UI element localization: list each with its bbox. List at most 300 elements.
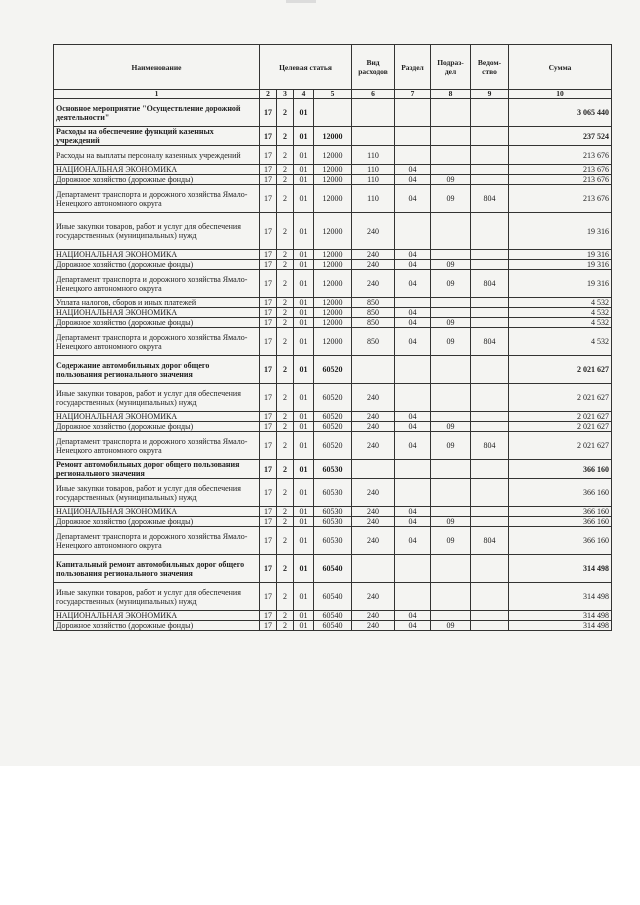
table-row [54,422,612,432]
header-dept: Ведом-ство [471,45,509,90]
cell-section: 04 [395,611,431,621]
table-row [54,479,612,507]
table-row [54,165,612,175]
cell-subsection: 09 [431,260,471,270]
cell-direction: 12000 [314,298,352,308]
cell-program: 17 [260,479,277,507]
cell-direction: 12000 [314,308,352,318]
cell-dept [471,146,509,165]
cell-subsection: 09 [431,432,471,460]
cell-dept [471,621,509,631]
cell-section: 04 [395,250,431,260]
colnum: 3 [277,90,294,99]
cell-section [395,213,431,250]
cell-subprogram: 2 [277,260,294,270]
cell-subsection [431,165,471,175]
cell-expense-type: 240 [352,260,395,270]
table-row [54,328,612,356]
cell-expense-type: 240 [352,507,395,517]
cell-name: Дорожное хозяйство (дорожные фонды) [54,621,260,631]
cell-expense-type: 110 [352,146,395,165]
cell-measure: 01 [294,127,314,146]
budget-table [53,44,612,631]
cell-name: Дорожное хозяйство (дорожные фонды) [54,517,260,527]
cell-subprogram: 2 [277,621,294,631]
cell-expense-type [352,99,395,127]
cell-subprogram: 2 [277,356,294,384]
cell-name: Департамент транспорта и дорожного хозяйства Ямало-Ненецкого автономного округа [54,432,260,460]
cell-sum: 366 160 [509,507,612,517]
header-section: Раздел [395,45,431,90]
cell-direction: 12000 [314,165,352,175]
cell-dept: 804 [471,185,509,213]
cell-subprogram: 2 [277,213,294,250]
cell-subprogram: 2 [277,328,294,356]
cell-section: 04 [395,185,431,213]
cell-direction: 12000 [314,185,352,213]
cell-measure: 01 [294,318,314,328]
table-row [54,384,612,412]
cell-expense-type: 850 [352,298,395,308]
cell-subprogram: 2 [277,298,294,308]
cell-expense-type: 240 [352,432,395,460]
cell-section: 04 [395,517,431,527]
cell-section [395,555,431,583]
cell-subsection [431,460,471,479]
cell-sum: 4 532 [509,328,612,356]
cell-section: 04 [395,270,431,298]
cell-dept [471,165,509,175]
cell-dept [471,422,509,432]
colnum: 5 [314,90,352,99]
cell-expense-type: 110 [352,185,395,213]
cell-subsection: 09 [431,175,471,185]
cell-sum: 366 160 [509,517,612,527]
cell-sum: 2 021 627 [509,432,612,460]
cell-sum: 366 160 [509,460,612,479]
header-name: Наименование [54,45,260,90]
cell-sum: 19 316 [509,213,612,250]
table-body [54,99,612,631]
cell-program: 17 [260,412,277,422]
cell-sum: 19 316 [509,250,612,260]
cell-measure: 01 [294,165,314,175]
cell-measure: 01 [294,479,314,507]
cell-dept [471,356,509,384]
cell-subsection: 09 [431,185,471,213]
cell-dept [471,460,509,479]
cell-program: 17 [260,318,277,328]
cell-expense-type: 110 [352,175,395,185]
cell-sum: 314 498 [509,555,612,583]
cell-program: 17 [260,308,277,318]
cell-name: Ремонт автомобильных дорог общего пользования регионального значения [54,460,260,479]
cell-subsection: 09 [431,328,471,356]
cell-subprogram: 2 [277,165,294,175]
colnum: 1 [54,90,260,99]
cell-dept [471,412,509,422]
cell-expense-type: 240 [352,213,395,250]
cell-direction: 60520 [314,384,352,412]
cell-subprogram: 2 [277,185,294,213]
cell-dept [471,318,509,328]
table-row [54,460,612,479]
cell-subprogram: 2 [277,250,294,260]
cell-measure: 01 [294,412,314,422]
colnum: 6 [352,90,395,99]
colnum: 7 [395,90,431,99]
cell-measure: 01 [294,422,314,432]
cell-direction: 60520 [314,432,352,460]
cell-program: 17 [260,250,277,260]
table-row [54,127,612,146]
cell-program: 17 [260,507,277,517]
table-row [54,250,612,260]
cell-dept [471,308,509,318]
cell-sum: 213 676 [509,146,612,165]
cell-expense-type: 850 [352,308,395,318]
table-row [54,99,612,127]
colnum: 4 [294,90,314,99]
header-subsection: Подраз-дел [431,45,471,90]
cell-expense-type: 110 [352,165,395,175]
cell-name: Иные закупки товаров, работ и услуг для обеспечения государственных (муниципальных) нужд [54,213,260,250]
cell-subprogram: 2 [277,460,294,479]
cell-sum: 314 498 [509,621,612,631]
cell-subprogram: 2 [277,611,294,621]
cell-dept [471,213,509,250]
table-row [54,270,612,298]
cell-name: НАЦИОНАЛЬНАЯ ЭКОНОМИКА [54,308,260,318]
cell-subprogram: 2 [277,432,294,460]
table-row [54,213,612,250]
cell-section [395,99,431,127]
cell-dept [471,583,509,611]
cell-section: 04 [395,621,431,631]
cell-measure: 01 [294,185,314,213]
cell-section: 04 [395,308,431,318]
cell-expense-type: 240 [352,422,395,432]
cell-subprogram: 2 [277,479,294,507]
cell-subprogram: 2 [277,175,294,185]
cell-dept [471,250,509,260]
cell-section: 04 [395,432,431,460]
cell-subprogram: 2 [277,146,294,165]
cell-expense-type: 240 [352,611,395,621]
table-row [54,517,612,527]
cell-subprogram: 2 [277,583,294,611]
table-row [54,555,612,583]
cell-section: 04 [395,260,431,270]
cell-subprogram: 2 [277,555,294,583]
cell-sum: 2 021 627 [509,384,612,412]
table-row [54,185,612,213]
cell-expense-type: 240 [352,412,395,422]
cell-subsection [431,583,471,611]
cell-name: НАЦИОНАЛЬНАЯ ЭКОНОМИКА [54,507,260,517]
cell-expense-type: 240 [352,583,395,611]
cell-expense-type: 240 [352,621,395,631]
cell-sum: 213 676 [509,165,612,175]
cell-measure: 01 [294,250,314,260]
cell-subprogram: 2 [277,99,294,127]
cell-sum: 3 065 440 [509,99,612,127]
cell-sum: 19 316 [509,270,612,298]
cell-name: НАЦИОНАЛЬНАЯ ЭКОНОМИКА [54,412,260,422]
cell-dept [471,298,509,308]
cell-subprogram: 2 [277,422,294,432]
cell-measure: 01 [294,356,314,384]
cell-sum: 237 524 [509,127,612,146]
cell-sum: 2 021 627 [509,422,612,432]
cell-direction: 12000 [314,213,352,250]
cell-subprogram: 2 [277,384,294,412]
cell-expense-type [352,356,395,384]
cell-section [395,356,431,384]
cell-section [395,384,431,412]
cell-subprogram: 2 [277,308,294,318]
cell-program: 17 [260,270,277,298]
cell-dept [471,555,509,583]
table-row [54,356,612,384]
header-row [54,45,612,90]
cell-subprogram: 2 [277,270,294,298]
cell-subsection [431,146,471,165]
table-row [54,260,612,270]
cell-subprogram: 2 [277,412,294,422]
cell-subsection: 09 [431,422,471,432]
cell-direction: 12000 [314,127,352,146]
cell-measure: 01 [294,507,314,517]
cell-name: Дорожное хозяйство (дорожные фонды) [54,175,260,185]
cell-sum: 314 498 [509,611,612,621]
cell-subsection [431,250,471,260]
cell-measure: 01 [294,99,314,127]
cell-direction: 60530 [314,517,352,527]
table-row [54,527,612,555]
cell-subsection [431,213,471,250]
cell-name: Дорожное хозяйство (дорожные фонды) [54,318,260,328]
table-row [54,308,612,318]
cell-dept [471,384,509,412]
cell-direction: 60520 [314,356,352,384]
cell-direction: 12000 [314,146,352,165]
cell-direction: 60520 [314,412,352,422]
cell-direction: 12000 [314,328,352,356]
cell-sum: 213 676 [509,185,612,213]
cell-name: Департамент транспорта и дорожного хозяйства Ямало-Ненецкого автономного округа [54,270,260,298]
table-row [54,412,612,422]
cell-program: 17 [260,328,277,356]
cell-name: Расходы на выплаты персоналу казенных учреждений [54,146,260,165]
cell-direction: 12000 [314,175,352,185]
cell-measure: 01 [294,260,314,270]
table-row [54,611,612,621]
cell-section: 04 [395,422,431,432]
cell-sum: 19 316 [509,260,612,270]
cell-section: 04 [395,328,431,356]
cell-expense-type: 240 [352,479,395,507]
cell-section [395,146,431,165]
cell-program: 17 [260,99,277,127]
cell-dept [471,127,509,146]
cell-direction: 60540 [314,621,352,631]
cell-expense-type: 240 [352,517,395,527]
cell-dept: 804 [471,432,509,460]
cell-dept [471,99,509,127]
cell-section: 04 [395,507,431,517]
table-row [54,175,612,185]
scan-artifact [286,0,316,3]
cell-program: 17 [260,555,277,583]
cell-subsection: 09 [431,517,471,527]
cell-name: НАЦИОНАЛЬНАЯ ЭКОНОМИКА [54,250,260,260]
cell-sum: 2 021 627 [509,412,612,422]
colnum: 9 [471,90,509,99]
table-row [54,583,612,611]
cell-name: Капитальный ремонт автомобильных дорог общего пользования регионального значения [54,555,260,583]
cell-program: 17 [260,175,277,185]
cell-expense-type: 240 [352,270,395,298]
cell-subprogram: 2 [277,127,294,146]
cell-program: 17 [260,432,277,460]
cell-dept [471,507,509,517]
cell-subsection [431,384,471,412]
cell-sum: 366 160 [509,479,612,507]
cell-section [395,460,431,479]
cell-expense-type [352,555,395,583]
cell-program: 17 [260,422,277,432]
cell-name: НАЦИОНАЛЬНАЯ ЭКОНОМИКА [54,611,260,621]
cell-expense-type [352,127,395,146]
cell-measure: 01 [294,460,314,479]
colnum: 2 [260,90,277,99]
cell-expense-type: 240 [352,527,395,555]
cell-expense-type: 240 [352,384,395,412]
cell-subsection [431,479,471,507]
cell-sum: 4 532 [509,308,612,318]
cell-subsection [431,611,471,621]
cell-sum: 366 160 [509,527,612,555]
cell-program: 17 [260,185,277,213]
cell-program: 17 [260,527,277,555]
cell-subprogram: 2 [277,527,294,555]
cell-section: 04 [395,165,431,175]
cell-section [395,479,431,507]
table-row [54,507,612,517]
cell-direction: 60520 [314,422,352,432]
cell-program: 17 [260,384,277,412]
cell-direction: 12000 [314,260,352,270]
cell-section [395,298,431,308]
cell-sum: 314 498 [509,583,612,611]
cell-measure: 01 [294,621,314,631]
cell-measure: 01 [294,146,314,165]
cell-measure: 01 [294,328,314,356]
cell-expense-type: 850 [352,328,395,356]
cell-section: 04 [395,527,431,555]
cell-name: Департамент транспорта и дорожного хозяйства Ямало-Ненецкого автономного округа [54,185,260,213]
cell-name: Иные закупки товаров, работ и услуг для обеспечения государственных (муниципальных) нужд [54,479,260,507]
cell-direction: 60540 [314,611,352,621]
cell-subsection: 09 [431,527,471,555]
cell-name: Основное мероприятие "Осуществление дорожной деятельности" [54,99,260,127]
cell-expense-type: 240 [352,250,395,260]
cell-dept [471,175,509,185]
cell-measure: 01 [294,270,314,298]
cell-subsection [431,308,471,318]
cell-subsection: 09 [431,318,471,328]
table-row [54,621,612,631]
header-type: Вид расходов [352,45,395,90]
cell-direction: 60530 [314,507,352,517]
cell-section [395,127,431,146]
cell-program: 17 [260,621,277,631]
cell-subsection: 09 [431,621,471,631]
header-target: Целевая статья [260,45,352,90]
cell-subsection [431,298,471,308]
cell-program: 17 [260,165,277,175]
cell-name: Расходы на обеспечение функций казенных учреждений [54,127,260,146]
cell-subsection [431,356,471,384]
cell-dept: 804 [471,270,509,298]
cell-program: 17 [260,517,277,527]
cell-dept [471,517,509,527]
cell-measure: 01 [294,527,314,555]
cell-sum: 213 676 [509,175,612,185]
cell-subprogram: 2 [277,517,294,527]
cell-direction: 60530 [314,479,352,507]
cell-direction: 60530 [314,527,352,555]
cell-name: Уплата налогов, сборов и иных платежей [54,298,260,308]
cell-name: Содержание автомобильных дорог общего пользования регионального значения [54,356,260,384]
cell-measure: 01 [294,308,314,318]
cell-name: Иные закупки товаров, работ и услуг для обеспечения государственных (муниципальных) нужд [54,384,260,412]
cell-name: Департамент транспорта и дорожного хозяйства Ямало-Ненецкого автономного округа [54,527,260,555]
cell-direction: 60530 [314,460,352,479]
cell-direction: 60540 [314,583,352,611]
cell-expense-type: 850 [352,318,395,328]
cell-subsection [431,412,471,422]
cell-section [395,583,431,611]
cell-subprogram: 2 [277,318,294,328]
cell-direction: 12000 [314,250,352,260]
cell-sum: 4 532 [509,318,612,328]
cell-section: 04 [395,412,431,422]
cell-measure: 01 [294,611,314,621]
cell-direction [314,99,352,127]
cell-measure: 01 [294,517,314,527]
cell-measure: 01 [294,583,314,611]
cell-subsection: 09 [431,270,471,298]
cell-program: 17 [260,146,277,165]
colnum: 8 [431,90,471,99]
cell-program: 17 [260,213,277,250]
cell-program: 17 [260,298,277,308]
cell-subsection [431,99,471,127]
table-row [54,298,612,308]
cell-subsection [431,507,471,517]
colnum: 10 [509,90,612,99]
cell-subsection [431,127,471,146]
cell-sum: 2 021 627 [509,356,612,384]
cell-dept: 804 [471,328,509,356]
cell-sum: 4 532 [509,298,612,308]
cell-section: 04 [395,175,431,185]
cell-direction: 12000 [314,318,352,328]
cell-dept [471,611,509,621]
cell-direction: 12000 [314,270,352,298]
